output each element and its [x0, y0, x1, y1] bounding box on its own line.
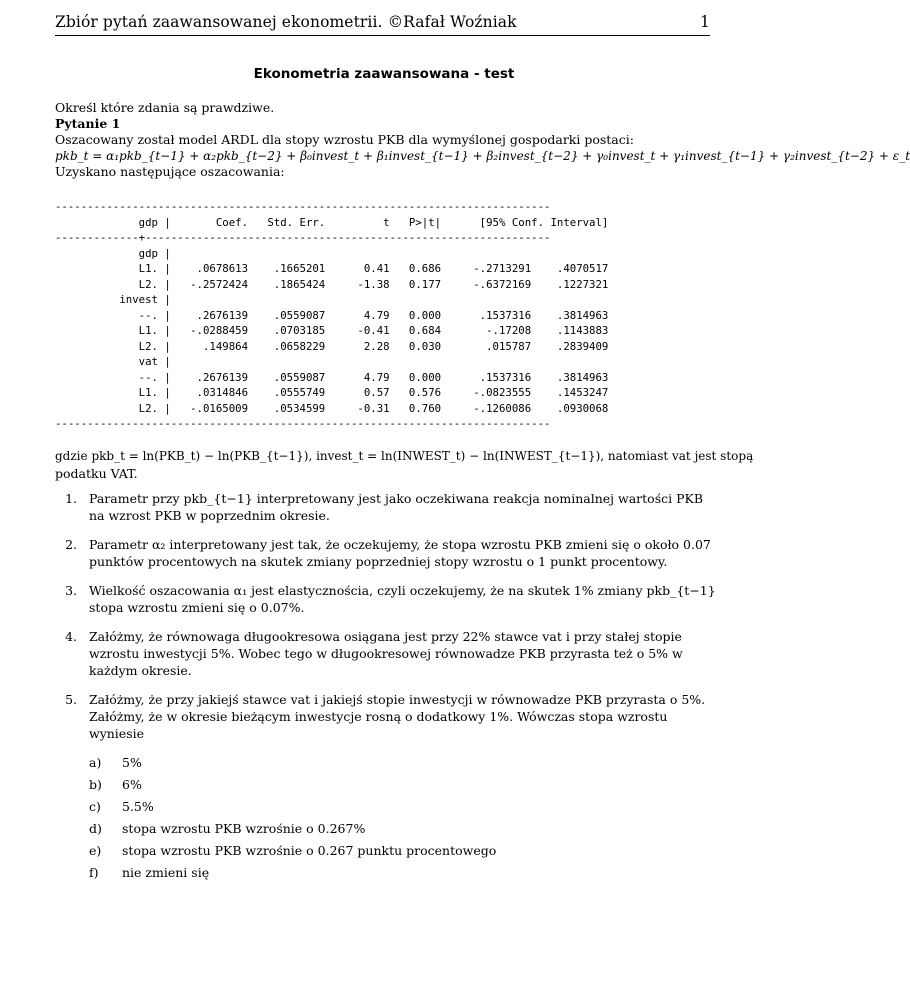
statement-item	[55, 490, 717, 524]
statement-number: 2.	[65, 537, 77, 552]
table-row: invest |	[55, 293, 171, 306]
variable-definitions	[55, 448, 754, 482]
table-row: gdp |	[55, 246, 171, 260]
table-row: L2. | -.0165009 .0534599 -0.31 0.760 -.1260086 .0930068	[55, 401, 609, 415]
option-text: 6%	[122, 777, 142, 792]
model-equation: pkb_t = α₁pkb_{t−1} + α₂pkb_{t−2} + β₀invest_t + β₁invest_{t−1} + β₂invest_{t−2} + γ₀invest_t + γ₁invest_{t−1} + γ₂invest_{t−2} + ε_t	[55, 149, 910, 163]
option-label: e)	[89, 843, 102, 858]
table-row: L2. | -.2572424 .1865424 -1.38 0.177 -.6372169 .1227321	[55, 277, 609, 291]
page-header	[55, 7, 710, 37]
answer-option	[89, 798, 717, 815]
statement-number: 1.	[65, 491, 77, 506]
statement-number: 5.	[65, 692, 77, 707]
statement-text: Parametr przy pkb_{t−1} interpretowany jest jako oczekiwana reakcja nominalnej wartości PKB na wzrost PKB w poprzednim okresie.	[89, 491, 704, 523]
statement-text: Załóżmy, że równowaga długookresowa osiągana jest przy 22% stawce vat i przy stałej stopie wzrostu inwestycji 5%. Wobec tego w długookresowej równowadze PKB przyrasta też o 5% w każdym okresie.	[89, 629, 683, 678]
page-number: 1	[700, 13, 710, 31]
option-text: stopa wzrostu PKB wzrośnie o 0.267%	[122, 821, 366, 836]
option-text: stopa wzrostu PKB wzrośnie o 0.267 punktu procentowego	[122, 843, 497, 858]
header-title: Zbiór pytań zaawansowanej ekonometrii. ©Rafał Woźniak	[55, 13, 517, 31]
statement-number: 3.	[65, 583, 77, 598]
answer-option	[89, 754, 717, 771]
table-rule-mid: -------------+---------------------------------------------------------------	[55, 231, 551, 244]
option-text: 5%	[122, 755, 142, 770]
question-label: Pytanie 1	[55, 116, 121, 131]
answer-option	[89, 864, 717, 881]
table-row: vat |	[55, 355, 171, 368]
table-row: L1. | -.0288459 .0703185 -0.41 0.684 -.17208 .1143883	[55, 324, 609, 337]
answer-option	[89, 776, 717, 793]
statement-list	[55, 490, 717, 893]
table-row: L1. | .0314846 .0555749 0.57 0.576 -.0823555 .1453247	[55, 386, 609, 399]
document-title: Ekonometria zaawansowana - test	[253, 66, 515, 82]
answer-options	[89, 754, 717, 881]
table-header-row: gdp | Coef. Std. Err. t P>|t| [95% Conf. Interval]	[55, 215, 609, 229]
regression-output-table	[55, 199, 715, 432]
option-text: 5.5%	[122, 799, 154, 814]
statement-item	[55, 628, 717, 679]
option-label: b)	[89, 777, 102, 792]
answer-option	[89, 820, 717, 837]
option-label: d)	[89, 821, 102, 836]
question-intro: Oszacowany został model ARDL dla stopy wzrostu PKB dla wymyślonej gospodarki postaci:	[55, 132, 634, 147]
option-label: a)	[89, 755, 102, 770]
definition-line-1: gdzie pkb_t = ln(PKB_t) − ln(PKB_{t−1}), invest_t = ln(INWEST_t) − ln(INWEST_{t−1}), natomiast vat jest stopą	[55, 449, 754, 463]
table-row: L1. | .0678613 .1665201 0.41 0.686 -.2713291 .4070517	[55, 262, 609, 275]
instruction: Określ które zdania są prawdziwe.	[55, 100, 275, 115]
table-rule-top: -----------------------------------------------------------------------------	[55, 200, 551, 213]
estimates-intro: Uzyskano następujące oszacowania:	[55, 164, 285, 179]
table-row: --. | .2676139 .0559087 4.79 0.000 .1537316 .3814963	[55, 308, 609, 322]
statement-item	[55, 536, 717, 570]
option-label: f)	[89, 865, 99, 880]
statement-item	[55, 691, 717, 881]
option-label: c)	[89, 799, 101, 814]
statement-item	[55, 582, 717, 616]
table-row: L2. | .149864 .0658229 2.28 0.030 .015787 .2839409	[55, 339, 609, 353]
statement-text: Załóżmy, że przy jakiejś stawce vat i jakiejś stopie inwestycji w równowadze PKB przyrasta o 5%. Załóżmy, że w okresie bieżącym inwestycje rosną o dodatkowy 1%. Wówczas stopa wzrostu wyniesie	[89, 692, 706, 741]
table-rule-bottom: -----------------------------------------------------------------------------	[55, 417, 551, 430]
statement-text: Parametr α₂ interpretowany jest tak, że oczekujemy, że stopa wzrostu PKB zmieni się o około 0.07 punktów procentowych na skutek zmiany poprzedniej stopy wzrostu o 1 punkt procentowy.	[89, 537, 711, 569]
header-rule	[55, 35, 710, 36]
answer-option	[89, 842, 717, 859]
definition-line-2: podatku VAT.	[55, 466, 138, 481]
option-text: nie zmieni się	[122, 865, 210, 880]
statement-text: Wielkość oszacowania α₁ jest elastycznościa, czyli oczekujemy, że na skutek 1% zmiany pkb_{t−1} stopa wzrostu zmieni się o 0.07%.	[89, 583, 716, 615]
table-row: --. | .2676139 .0559087 4.79 0.000 .1537316 .3814963	[55, 370, 609, 384]
statement-number: 4.	[65, 629, 77, 644]
